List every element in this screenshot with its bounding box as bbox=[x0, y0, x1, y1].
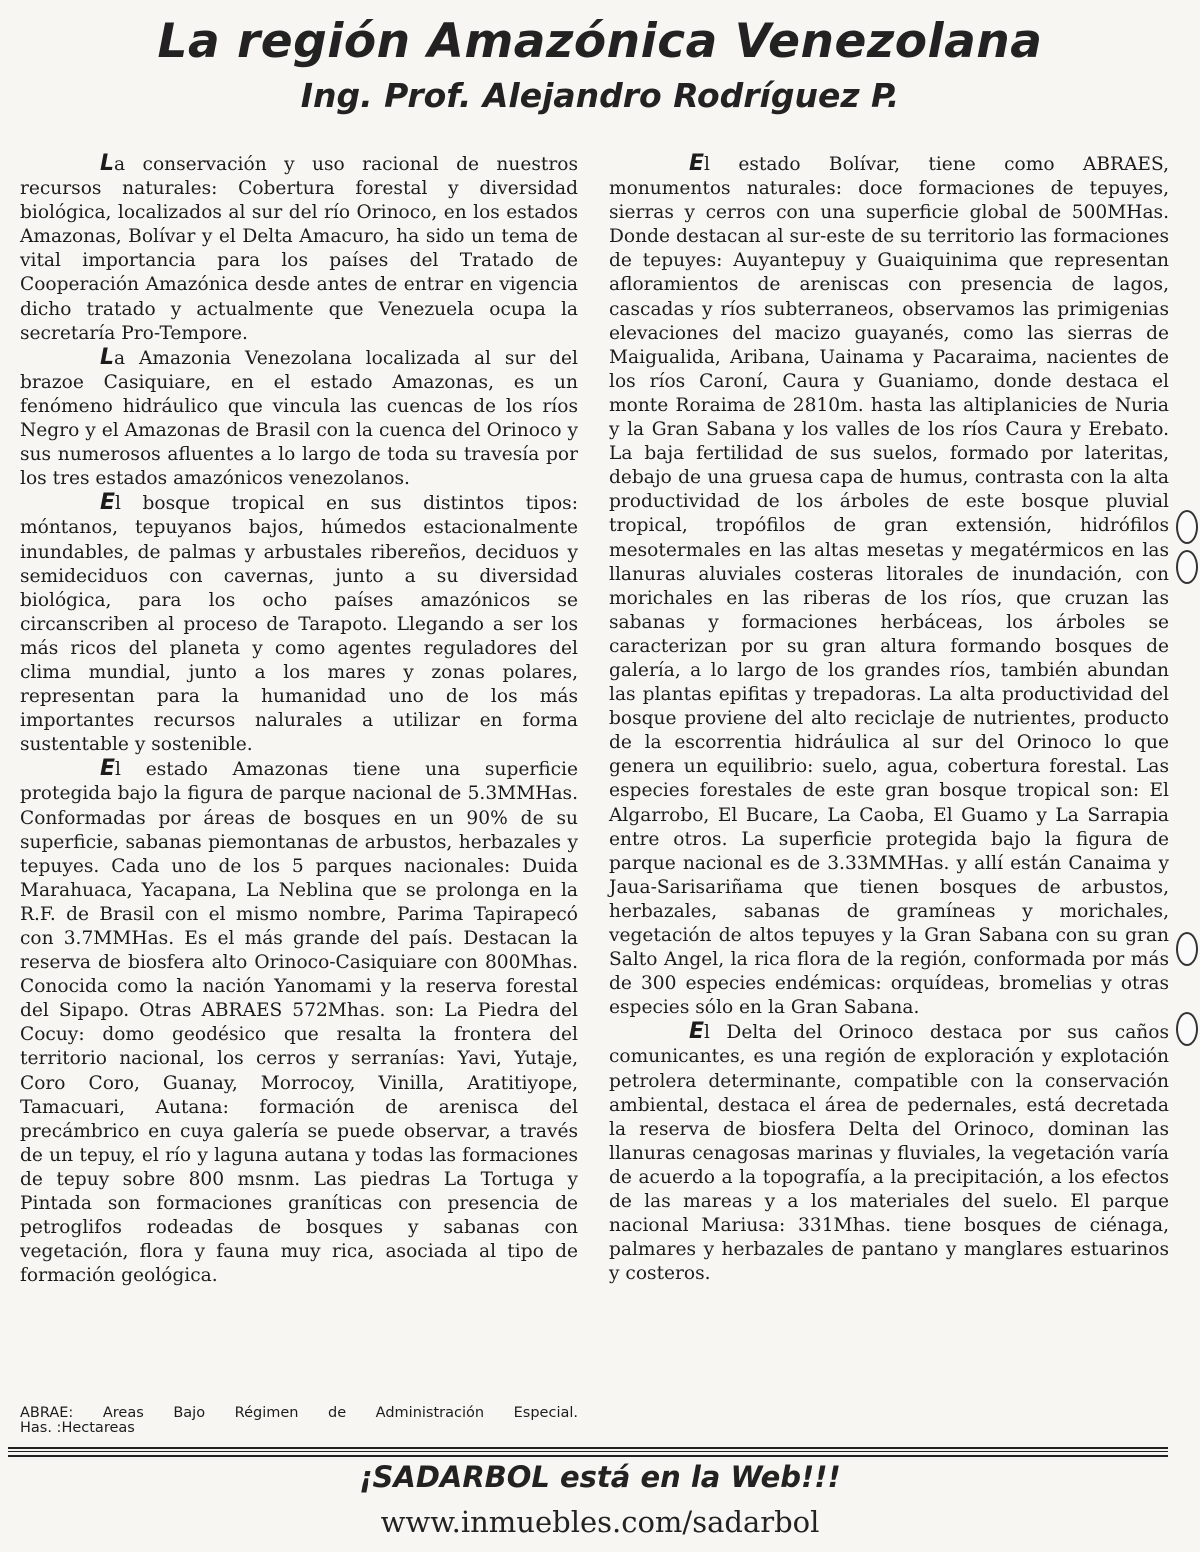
punch-hole-icon bbox=[1176, 1012, 1198, 1046]
drop-initial: L bbox=[100, 151, 115, 176]
punch-hole-icon bbox=[1176, 550, 1198, 584]
drop-initial: E bbox=[689, 1019, 705, 1045]
paragraph-text: l bosque tropical en sus distintos tipos: móntanos, tepuyanos bajos, húmedos estacionalmente inundables, de palmas y arbustales ribereños, deciduos y semideciduos con cavernas, junto a su diversidad biológica, para los ocho países amazónicos se circanscriben al proceso de Tarapoto. Llegando a ser los más ricos del planeta y como agentes reguladores del clima mundial, junto a los mares y zonas polares, representan para la humanidad uno de los más importantes recursos nalurales a utilizar en forma sustentable y sostenible. bbox=[20, 493, 578, 756]
punch-hole-icon bbox=[1176, 510, 1198, 544]
web-banner: ¡SADARBOL está en la Web!!! bbox=[359, 1460, 841, 1494]
paragraph-text: l estado Bolívar, tiene como ABRAES, monumentos naturales: doce formaciones de tepuyes, sierras y cerros con una superficie global de 500MHas. Donde destacan al sur-este de su territorio las formaciones de tepuyes: Auyantepuy y Guaiquinima que representan afloramientos de areniscas con presencia de lagos, cascadas y ríos subterraneos, observamos las primigenias elevaciones del macizo guayanés, como las sierras de Maigualida, Aribana, Uainama y Pacaraima, nacientes de los ríos Caroní, Caura y Guaniamo, donde destaca el monte Roraima de 2810m. hasta las altiplanicies de Nuria y la Gran Sabana y los valles de los ríos Caura y Erebato. La baja fertilidad de sus suelos, formado por lateritas, debajo de una gruesa capa de humus, contrasta con la alta productividad de los árboles de este bosque pluvial tropical, tropófilos de gran extensión, hidrófilos mesotermales en las altas mesetas y megatérmicos en las llanuras aluviales costeras litorales de inundación, con morichales en las riberas de los ríos, que cruzan las sabanas y formaciones herbáceas, los árboles se caracterizan por su gran altura formando bosques de galería, a lo largo de los grandes ríos, también abundan las plantas epifitas y trepadoras. La alta productividad del bosque proviene del alto reciclaje de nutrientes, producto de la escorrentia hidráulica al sur del Orinoco lo que genera un equilibrio: suelo, agua, cobertura forestal. Las especies forestales de este gran bosque tropical son: El Algarrobo, El Bucare, La Caoba, El Guamo y La Sarrapia entre otros. La superficie protegida bajo la figura de parque nacional es de 3.33MMHas. y allí están Canaima y Jaua-Sarisariñama que tienen bosques de arbustos, herbazales, sabanas de gramíneas y morichales, vegetación de altos tepuyes y la Gran Sabana con su gran Salto Angel, la rica flora de la región, conformada por más de 300 especies endémicas: orquídeas, bromelias y otras especies sólo en la Gran Sabana. bbox=[609, 154, 1169, 1019]
drop-initial: E bbox=[689, 151, 705, 176]
paragraph-text: a Amazonia Venezolana localizada al sur del brazoe Casiquiare, en el estado Amazonas, es un fenómeno hidráulico que vincula las cuencas de los ríos Negro y el Amazonas de Brasil con la cuenca del Orinoco y sus numerosos afluentes a lo largo de toda su travesía por los tres estados amazónicos venezolanos. bbox=[20, 347, 578, 490]
footnote-has: Has. :Hectareas bbox=[20, 1420, 135, 1436]
drop-initial: E bbox=[100, 490, 116, 516]
footnote bbox=[20, 1406, 578, 1436]
footnote-abrae: ABRAE: Areas Bajo Régimen de Administración Especial. bbox=[20, 1405, 578, 1421]
divider bbox=[8, 1447, 1168, 1449]
left-column bbox=[20, 152, 578, 1288]
punch-hole-icon bbox=[1176, 932, 1198, 966]
drop-initial: E bbox=[100, 756, 116, 782]
paragraph bbox=[609, 1020, 1169, 1286]
divider bbox=[8, 1451, 1168, 1452]
paragraph bbox=[20, 152, 578, 346]
paragraph-text: a conservación y uso racional de nuestros recursos naturales: Cobertura forestal y diversidad biológica, localizados al sur del río Orinoco, en los estados Amazonas, Bolívar y el Delta Amacuro, ha sido un tema de vital importancia para los países del Tratado de Cooperación Amazónica desde antes de entrar en vigencia dicho tratado y actualmente que Venezuela ocupa la secretaría Pro-Tempore. bbox=[20, 154, 578, 344]
paragraph-text: l Delta del Orinoco destaca por sus caños comunicantes, es una región de exploración y explotación petrolera determinante, compatible con la conservación ambiental, destaca el área de pedernales, está decretada la reserva de biosfera Delta del Orinoco, dominan las llanuras cenagosas marinas y fluviales, la vegetación varía de acuerdo a la topografía, a la precipitación, a los efectos de las mareas y a los materiales del suelo. El parque nacional Mariusa: 331Mhas. tiene bosques de ciénaga, palmares y herbazales de pantano y manglares estuarinos y costeros. bbox=[609, 1022, 1169, 1285]
article-author: Ing. Prof. Alejandro Rodríguez P. bbox=[300, 76, 900, 115]
article-title: La región Amazónica Venezolana bbox=[157, 14, 1043, 69]
right-column bbox=[609, 152, 1169, 1286]
paragraph bbox=[20, 491, 578, 757]
drop-initial: L bbox=[100, 344, 115, 370]
website-url[interactable]: www.inmuebles.com/sadarbol bbox=[380, 1505, 820, 1539]
paragraph bbox=[20, 346, 578, 492]
paragraph-text: l estado Amazonas tiene una superficie protegida bajo la figura de parque nacional de 5.3MMHas. Conformadas por áreas de bosques en un 90% de su superficie, sabanas piemontanas de arbustos, herbazales y tepuyes. Cada uno de los 5 parques nacionales: Duida Marahuaca, Yacapana, La Neblina que se prolonga en la R.F. de Brasil con el mismo nombre, Parima Tapirapecó con 3.7MMHas. Es el más grande del país. Destacan la reserva de biosfera alto Orinoco-Casiquiare con 800Mhas. Conocida como la nación Yanomami y la reserva forestal del Sipapo. Otras ABRAES 572Mhas. son: La Piedra del Cocuy: domo geodésico que resalta la frontera del territorio nacional, los cerros y serranías: Yavi, Yutaje, Coro Coro, Guanay, Morrocoy, Vinilla, Aratitiyope, Tamacuari, Autana: formación de arenisca del precámbrico en cuya galería se puede observar, a través de un tepuy, el río y laguna autana y todas las formaciones de tepuy sobre 800 msnm. Las piedras La Tortuga y Pintada son formaciones graníticas con presencia de petroglifos rodeadas de bosques y sabanas con vegetación, flora y fauna muy rica, asociada al tipo de formación geológica. bbox=[20, 759, 578, 1287]
paragraph bbox=[20, 757, 578, 1288]
divider bbox=[8, 1455, 1168, 1457]
paragraph bbox=[609, 152, 1169, 1020]
